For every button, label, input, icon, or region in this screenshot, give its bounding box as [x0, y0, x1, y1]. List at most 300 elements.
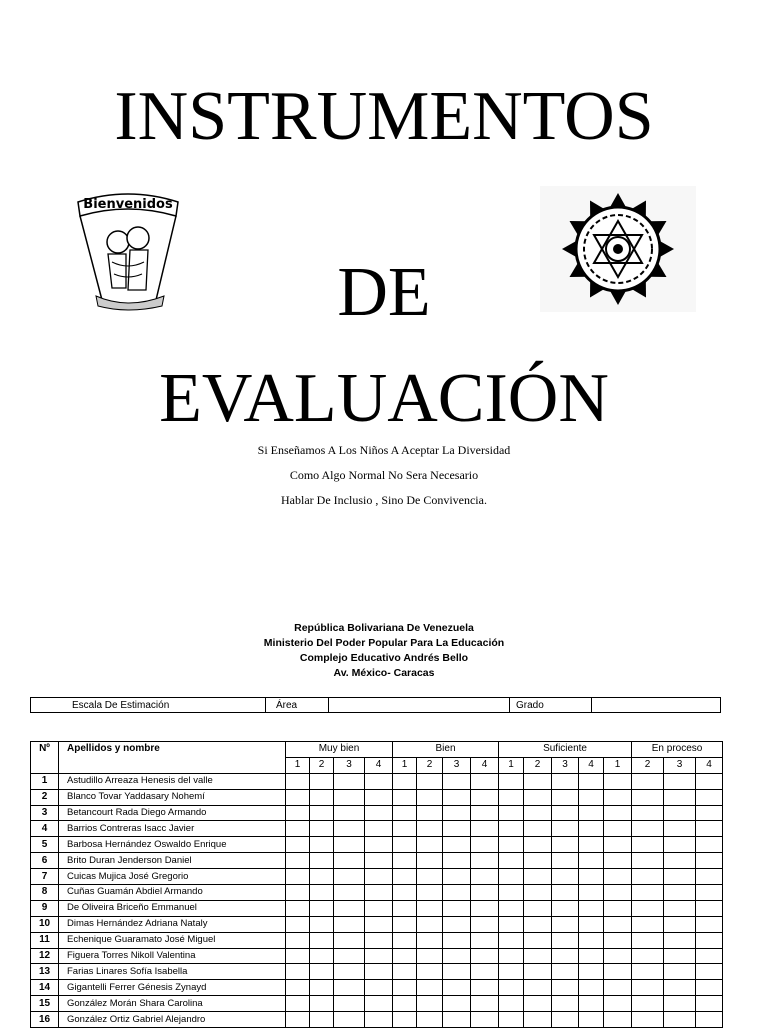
score-cell[interactable]: [286, 837, 310, 853]
score-cell[interactable]: [524, 821, 552, 837]
score-cell[interactable]: [552, 789, 579, 805]
score-cell[interactable]: [365, 916, 393, 932]
score-cell[interactable]: [365, 837, 393, 853]
score-cell[interactable]: [417, 805, 443, 821]
score-cell[interactable]: [604, 885, 632, 901]
student-name: González Morán Shara Carolina: [59, 996, 286, 1012]
score-cell[interactable]: [579, 805, 604, 821]
score-cell[interactable]: [417, 948, 443, 964]
group-header-bien: Bien: [393, 742, 499, 758]
group-header-en-proceso: En proceso: [632, 742, 723, 758]
score-cell[interactable]: [286, 805, 310, 821]
score-cell[interactable]: [696, 821, 723, 837]
score-cell[interactable]: [524, 805, 552, 821]
score-cell[interactable]: [499, 996, 524, 1012]
score-cell[interactable]: [696, 900, 723, 916]
student-name: Figuera Torres Nikoll Valentina: [59, 948, 286, 964]
table-row: [31, 916, 723, 932]
score-cell[interactable]: [604, 996, 632, 1012]
score-cell[interactable]: [443, 789, 471, 805]
score-cell[interactable]: [471, 980, 499, 996]
score-cell[interactable]: [632, 948, 664, 964]
score-cell[interactable]: [471, 932, 499, 948]
score-cell[interactable]: [579, 916, 604, 932]
row-number: 6: [31, 853, 59, 869]
score-cell[interactable]: [393, 948, 417, 964]
score-cell[interactable]: [579, 1012, 604, 1028]
score-cell[interactable]: [632, 932, 664, 948]
score-cell[interactable]: [632, 837, 664, 853]
score-cell[interactable]: [286, 932, 310, 948]
score-cell[interactable]: [365, 885, 393, 901]
title-line-2: DE: [337, 254, 431, 331]
score-cell[interactable]: [471, 916, 499, 932]
score-cell[interactable]: [365, 932, 393, 948]
score-cell[interactable]: [632, 1012, 664, 1028]
score-cell[interactable]: [393, 980, 417, 996]
score-cell[interactable]: [579, 948, 604, 964]
score-cell[interactable]: [417, 980, 443, 996]
table-row: [31, 837, 723, 853]
score-cell[interactable]: [604, 948, 632, 964]
score-cell[interactable]: [524, 837, 552, 853]
title-line-3: EVALUACIÓN: [159, 360, 609, 437]
score-cell[interactable]: [632, 789, 664, 805]
score-cell[interactable]: [552, 948, 579, 964]
score-cell[interactable]: [696, 805, 723, 821]
score-cell[interactable]: [552, 885, 579, 901]
score-cell[interactable]: [579, 773, 604, 789]
score-cell[interactable]: [604, 900, 632, 916]
score-cell[interactable]: [552, 869, 579, 885]
score-cell[interactable]: [393, 916, 417, 932]
score-cell[interactable]: [632, 805, 664, 821]
score-cell[interactable]: [443, 837, 471, 853]
score-cell[interactable]: [524, 885, 552, 901]
score-cell[interactable]: [310, 996, 334, 1012]
score-cell[interactable]: [579, 837, 604, 853]
score-cell[interactable]: [310, 821, 334, 837]
score-cell[interactable]: [310, 773, 334, 789]
score-cell[interactable]: [579, 996, 604, 1012]
score-cell[interactable]: [696, 773, 723, 789]
score-cell[interactable]: [664, 837, 696, 853]
row-number: 10: [31, 916, 59, 932]
score-cell[interactable]: [443, 964, 471, 980]
score-cell[interactable]: [471, 773, 499, 789]
score-cell[interactable]: [524, 869, 552, 885]
table-row: [31, 980, 723, 996]
score-cell[interactable]: [417, 964, 443, 980]
score-cell[interactable]: [552, 805, 579, 821]
score-cell[interactable]: [552, 980, 579, 996]
score-cell[interactable]: [286, 885, 310, 901]
score-cell[interactable]: [443, 948, 471, 964]
score-cell[interactable]: [310, 900, 334, 916]
score-cell[interactable]: [443, 932, 471, 948]
score-cell[interactable]: [524, 916, 552, 932]
score-cell[interactable]: [334, 789, 365, 805]
score-cell[interactable]: [552, 996, 579, 1012]
score-cell[interactable]: [499, 980, 524, 996]
row-number: 16: [31, 1012, 59, 1028]
score-cell[interactable]: [310, 1012, 334, 1028]
score-cell[interactable]: [579, 932, 604, 948]
institution-line-3: Complejo Educativo Andrés Bello: [299, 652, 469, 664]
row-number: 7: [31, 869, 59, 885]
score-cell[interactable]: [310, 916, 334, 932]
score-cell[interactable]: [471, 853, 499, 869]
score-cell[interactable]: [664, 948, 696, 964]
score-cell[interactable]: [393, 869, 417, 885]
subcolumn-header: 1: [604, 757, 632, 773]
score-cell[interactable]: [310, 837, 334, 853]
score-cell[interactable]: [579, 853, 604, 869]
score-cell[interactable]: [604, 821, 632, 837]
subcolumn-header: 2: [632, 757, 664, 773]
score-cell[interactable]: [334, 853, 365, 869]
score-cell[interactable]: [579, 900, 604, 916]
student-name: Barrios Contreras Isacc Javier: [59, 821, 286, 837]
score-cell[interactable]: [696, 996, 723, 1012]
score-cell[interactable]: [417, 837, 443, 853]
row-number: 2: [31, 789, 59, 805]
score-cell[interactable]: [664, 869, 696, 885]
grade-value-cell[interactable]: [592, 698, 721, 713]
score-cell[interactable]: [696, 869, 723, 885]
score-cell[interactable]: [471, 805, 499, 821]
score-cell[interactable]: [696, 964, 723, 980]
score-cell[interactable]: [286, 869, 310, 885]
score-cell[interactable]: [524, 980, 552, 996]
score-cell[interactable]: [443, 805, 471, 821]
score-cell[interactable]: [471, 789, 499, 805]
score-cell[interactable]: [664, 980, 696, 996]
score-cell[interactable]: [393, 996, 417, 1012]
score-cell[interactable]: [443, 869, 471, 885]
score-cell[interactable]: [664, 932, 696, 948]
score-cell[interactable]: [499, 821, 524, 837]
score-cell[interactable]: [604, 932, 632, 948]
score-cell[interactable]: [604, 805, 632, 821]
score-cell[interactable]: [499, 853, 524, 869]
score-cell[interactable]: [552, 900, 579, 916]
score-cell[interactable]: [604, 837, 632, 853]
student-name: De Oliveira Briceño Emmanuel: [59, 900, 286, 916]
score-cell[interactable]: [499, 773, 524, 789]
score-cell[interactable]: [632, 853, 664, 869]
score-cell[interactable]: [696, 916, 723, 932]
score-cell[interactable]: [443, 916, 471, 932]
bienvenidos-logo-image: [72, 180, 184, 314]
quote-line-1: Si Enseñamos A Los Niños A Aceptar La Diversidad: [257, 443, 511, 457]
score-cell[interactable]: [286, 789, 310, 805]
score-cell[interactable]: [417, 900, 443, 916]
score-cell[interactable]: [393, 885, 417, 901]
score-cell[interactable]: [632, 773, 664, 789]
score-cell[interactable]: [664, 885, 696, 901]
score-cell[interactable]: [696, 789, 723, 805]
score-cell[interactable]: [696, 853, 723, 869]
student-name: Blanco Tovar Yaddasary Nohemí: [59, 789, 286, 805]
score-cell[interactable]: [471, 821, 499, 837]
score-cell[interactable]: [696, 948, 723, 964]
score-cell[interactable]: [524, 789, 552, 805]
score-cell[interactable]: [365, 1012, 393, 1028]
score-cell[interactable]: [393, 932, 417, 948]
score-cell[interactable]: [417, 821, 443, 837]
score-cell[interactable]: [499, 932, 524, 948]
score-cell[interactable]: [604, 869, 632, 885]
score-cell[interactable]: [664, 853, 696, 869]
score-cell[interactable]: [393, 1012, 417, 1028]
score-cell[interactable]: [664, 773, 696, 789]
score-cell[interactable]: [471, 869, 499, 885]
score-cell[interactable]: [471, 900, 499, 916]
score-cell[interactable]: [443, 821, 471, 837]
score-cell[interactable]: [365, 821, 393, 837]
score-cell[interactable]: [334, 916, 365, 932]
score-cell[interactable]: [632, 964, 664, 980]
score-cell[interactable]: [417, 932, 443, 948]
score-cell[interactable]: [471, 996, 499, 1012]
score-cell[interactable]: [632, 980, 664, 996]
score-cell[interactable]: [552, 964, 579, 980]
table-row: [31, 869, 723, 885]
score-cell[interactable]: [310, 789, 334, 805]
score-cell[interactable]: [579, 869, 604, 885]
score-cell[interactable]: [604, 980, 632, 996]
score-cell[interactable]: [417, 853, 443, 869]
score-cell[interactable]: [393, 853, 417, 869]
score-cell[interactable]: [664, 964, 696, 980]
score-cell[interactable]: [443, 853, 471, 869]
area-value-cell[interactable]: [329, 698, 510, 713]
score-cell[interactable]: [696, 932, 723, 948]
subcolumn-header: 4: [579, 757, 604, 773]
score-cell[interactable]: [524, 1012, 552, 1028]
score-cell[interactable]: [286, 1012, 310, 1028]
score-cell[interactable]: [499, 885, 524, 901]
score-cell[interactable]: [393, 789, 417, 805]
score-cell[interactable]: [334, 885, 365, 901]
score-cell[interactable]: [334, 837, 365, 853]
score-cell[interactable]: [365, 789, 393, 805]
score-cell[interactable]: [365, 948, 393, 964]
score-cell[interactable]: [310, 980, 334, 996]
score-cell[interactable]: [393, 900, 417, 916]
score-cell[interactable]: [443, 885, 471, 901]
score-cell[interactable]: [499, 916, 524, 932]
score-cell[interactable]: [310, 869, 334, 885]
score-cell[interactable]: [334, 805, 365, 821]
score-cell[interactable]: [552, 932, 579, 948]
score-cell[interactable]: [552, 821, 579, 837]
score-cell[interactable]: [696, 837, 723, 853]
score-cell[interactable]: [604, 1012, 632, 1028]
score-cell[interactable]: [499, 869, 524, 885]
score-cell[interactable]: [471, 885, 499, 901]
score-cell[interactable]: [334, 821, 365, 837]
subcolumn-header: 4: [365, 757, 393, 773]
score-cell[interactable]: [664, 1012, 696, 1028]
score-cell[interactable]: [286, 980, 310, 996]
score-cell[interactable]: [286, 853, 310, 869]
score-cell[interactable]: [579, 821, 604, 837]
score-cell[interactable]: [443, 900, 471, 916]
score-cell[interactable]: [632, 869, 664, 885]
score-cell[interactable]: [310, 853, 334, 869]
score-cell[interactable]: [499, 1012, 524, 1028]
score-cell[interactable]: [499, 900, 524, 916]
score-cell[interactable]: [417, 1012, 443, 1028]
score-cell[interactable]: [286, 821, 310, 837]
score-cell[interactable]: [696, 885, 723, 901]
score-cell[interactable]: [334, 869, 365, 885]
score-cell[interactable]: [471, 1012, 499, 1028]
score-cell[interactable]: [393, 964, 417, 980]
score-cell[interactable]: [286, 773, 310, 789]
score-cell[interactable]: [696, 1012, 723, 1028]
score-cell[interactable]: [524, 996, 552, 1012]
score-cell[interactable]: [552, 1012, 579, 1028]
score-cell[interactable]: [286, 916, 310, 932]
score-cell[interactable]: [334, 773, 365, 789]
col-num-header: Nº: [31, 742, 59, 774]
score-cell[interactable]: [417, 996, 443, 1012]
score-cell[interactable]: [632, 900, 664, 916]
score-cell[interactable]: [393, 821, 417, 837]
row-number: 5: [31, 837, 59, 853]
score-cell[interactable]: [664, 805, 696, 821]
score-cell[interactable]: [365, 900, 393, 916]
score-cell[interactable]: [365, 964, 393, 980]
score-cell[interactable]: [552, 773, 579, 789]
score-cell[interactable]: [632, 821, 664, 837]
score-cell[interactable]: [664, 789, 696, 805]
score-cell[interactable]: [365, 869, 393, 885]
score-cell[interactable]: [696, 980, 723, 996]
score-cell[interactable]: [579, 980, 604, 996]
score-cell[interactable]: [310, 805, 334, 821]
score-cell[interactable]: [334, 900, 365, 916]
score-cell[interactable]: [334, 996, 365, 1012]
score-cell[interactable]: [471, 948, 499, 964]
title-line-1: INSTRUMENTOS: [114, 78, 654, 155]
score-cell[interactable]: [310, 964, 334, 980]
score-cell[interactable]: [393, 773, 417, 789]
score-cell[interactable]: [443, 1012, 471, 1028]
score-cell[interactable]: [365, 853, 393, 869]
score-cell[interactable]: [365, 996, 393, 1012]
institution-line-2: Ministerio Del Poder Popular Para La Educación: [263, 637, 505, 649]
score-cell[interactable]: [286, 996, 310, 1012]
score-cell[interactable]: [579, 964, 604, 980]
table-row: [31, 964, 723, 980]
score-cell[interactable]: [524, 932, 552, 948]
score-cell[interactable]: [604, 853, 632, 869]
score-cell[interactable]: [286, 900, 310, 916]
score-cell[interactable]: [334, 964, 365, 980]
score-cell[interactable]: [365, 980, 393, 996]
score-cell[interactable]: [365, 773, 393, 789]
row-number: 1: [31, 773, 59, 789]
score-cell[interactable]: [552, 837, 579, 853]
score-cell[interactable]: [334, 932, 365, 948]
score-cell[interactable]: [552, 916, 579, 932]
score-cell[interactable]: [471, 964, 499, 980]
score-cell[interactable]: [604, 789, 632, 805]
score-cell[interactable]: [365, 805, 393, 821]
score-cell[interactable]: [524, 964, 552, 980]
score-cell[interactable]: [499, 964, 524, 980]
score-cell[interactable]: [552, 853, 579, 869]
score-cell[interactable]: [499, 837, 524, 853]
score-cell[interactable]: [499, 805, 524, 821]
score-cell[interactable]: [471, 837, 499, 853]
score-cell[interactable]: [524, 773, 552, 789]
table-row: [31, 789, 723, 805]
score-cell[interactable]: [417, 916, 443, 932]
score-cell[interactable]: [604, 916, 632, 932]
score-cell[interactable]: [286, 964, 310, 980]
score-cell[interactable]: [632, 996, 664, 1012]
score-cell[interactable]: [417, 789, 443, 805]
evaluation-grid: [30, 741, 723, 1028]
table-row: [31, 821, 723, 837]
score-cell[interactable]: [417, 885, 443, 901]
score-cell[interactable]: [310, 932, 334, 948]
score-cell[interactable]: [664, 916, 696, 932]
institution-line-1: República Bolivariana De Venezuela: [294, 622, 474, 634]
group-header-suficiente: Suficiente: [499, 742, 632, 758]
score-cell[interactable]: [310, 885, 334, 901]
score-cell[interactable]: [604, 773, 632, 789]
score-cell[interactable]: [579, 789, 604, 805]
score-cell[interactable]: [334, 948, 365, 964]
score-cell[interactable]: [334, 980, 365, 996]
score-cell[interactable]: [417, 773, 443, 789]
score-cell[interactable]: [417, 869, 443, 885]
score-cell[interactable]: [499, 948, 524, 964]
score-cell[interactable]: [632, 885, 664, 901]
score-cell[interactable]: [632, 916, 664, 932]
score-cell[interactable]: [604, 964, 632, 980]
table-row: [31, 1012, 723, 1028]
score-cell[interactable]: [664, 996, 696, 1012]
score-cell[interactable]: [664, 900, 696, 916]
score-cell[interactable]: [393, 805, 417, 821]
score-cell[interactable]: [334, 1012, 365, 1028]
table-row: [31, 900, 723, 916]
score-cell[interactable]: [664, 821, 696, 837]
score-cell[interactable]: [524, 948, 552, 964]
score-cell[interactable]: [524, 900, 552, 916]
score-cell[interactable]: [524, 853, 552, 869]
score-cell[interactable]: [443, 773, 471, 789]
score-cell[interactable]: [443, 996, 471, 1012]
subcolumn-header: 3: [664, 757, 696, 773]
score-cell[interactable]: [443, 980, 471, 996]
student-name: Astudillo Arreaza Henesis del valle: [59, 773, 286, 789]
score-cell[interactable]: [393, 837, 417, 853]
score-cell[interactable]: [286, 948, 310, 964]
row-number: 14: [31, 980, 59, 996]
score-cell[interactable]: [579, 885, 604, 901]
score-cell[interactable]: [310, 948, 334, 964]
score-cell[interactable]: [499, 789, 524, 805]
subcolumn-header: 2: [524, 757, 552, 773]
